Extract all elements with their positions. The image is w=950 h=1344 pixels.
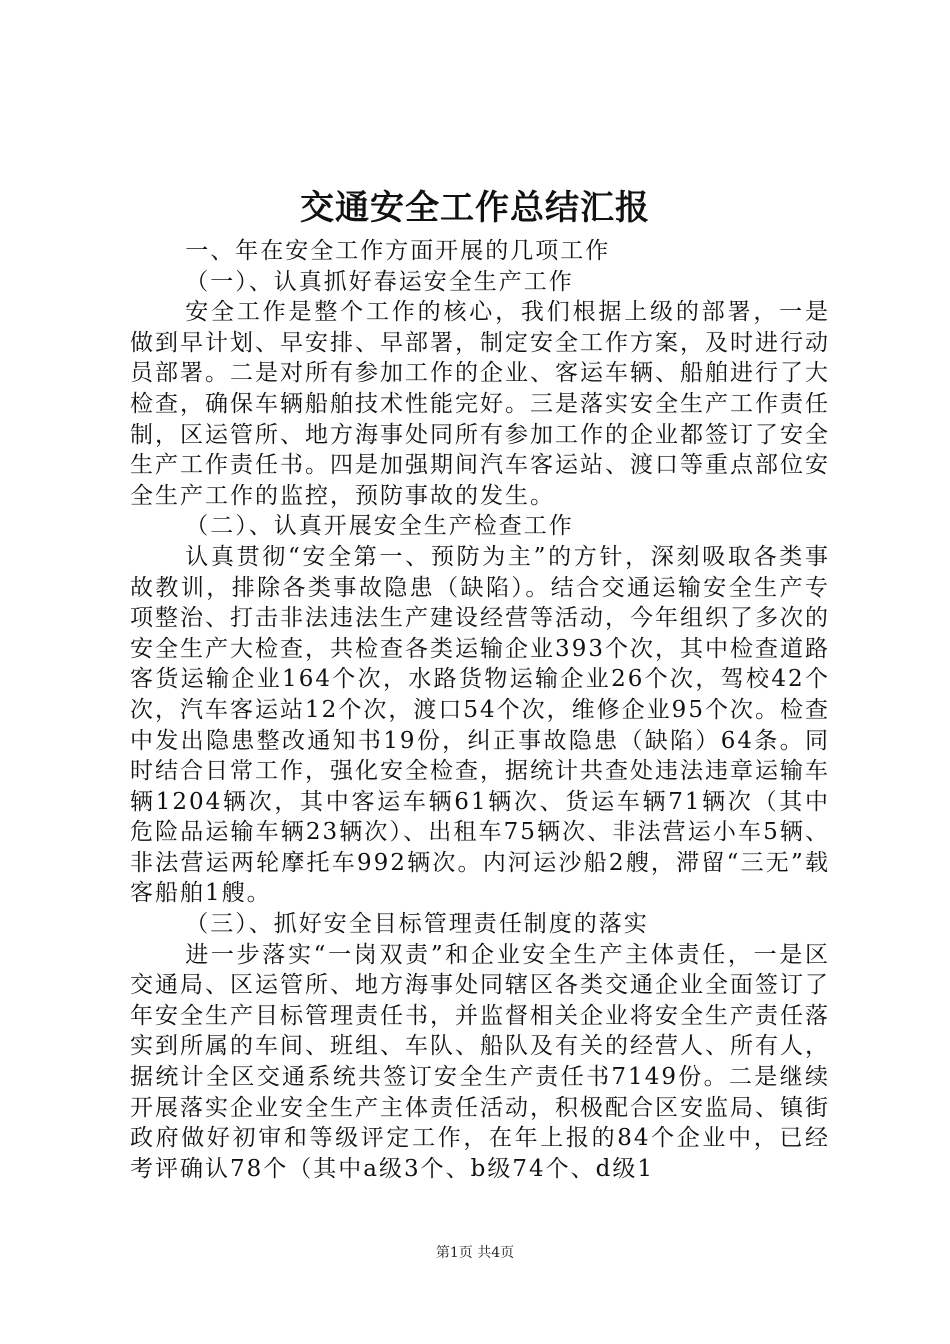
body-paragraph: 进一步落实“一岗双责”和企业安全生产主体责任，一是区交通局、区运管所、地方海事处同辖区各类交通企业全面签订了年安全生产目标管理责任书，并监督相关企业将安全生产责任落实到所属的车间、班组、车队、船队及有关的经营人、所有人，据统计全区交通系统共签订安全生产责任书7149份。二是继续开展落实企业安全生产主体责任活动，积极配合区安监局、镇街政府做好初审和等级评定工作，在年上报的84个企业中，已经考评确认78个（其中a级3个、b级74个、d级1: [130, 941, 830, 1182]
subsection-heading: （一）、认真抓好春运安全生产工作: [185, 268, 574, 295]
body-paragraph: 认真贯彻“安全第一、预防为主”的方针，深刻吸取各类事故教训，排除各类事故隐患（缺陷）。结合交通运输安全生产专项整治、打击非法违法生产建设经营等活动，今年组织了多次的安全生产大检查，共检查各类运输企业393个次，其中检查道路客货运输企业164个次，水路货物运输企业26个次，驾校42个次，汽车客运站12个次，渡口54个次，维修企业95个次。检查中发出隐患整改通知书19份，纠正事故隐患（缺陷）64条。同时结合日常工作，强化安全检查，据统计共查处违法违章运输车辆1204辆次，其中客运车辆61辆次、货运车辆71辆次（其中危险品运输车辆23辆次）、出租车75辆次、非法营运小车5辆、非法营运两轮摩托车992辆次。内河运沙船2艘，滞留“三无”载客船舶1艘。: [130, 543, 830, 907]
document-body: [130, 236, 830, 1184]
section-heading: 一、年在安全工作方面开展的几项工作: [185, 238, 611, 264]
subsection-heading: （二）、认真开展安全生产检查工作: [185, 513, 574, 540]
document-title: 交通安全工作总结汇报: [300, 188, 650, 228]
page-number-footer: 第1页 共4页: [435, 1245, 515, 1261]
body-paragraph: 安全工作是整个工作的核心，我们根据上级的部署，一是做到早计划、早安排、早部署，制定安全工作方案，及时进行动员部署。二是对所有参加工作的企业、客运车辆、船舶进行了大检查，确保车辆船舶技术性能完好。三是落实安全生产工作责任制，区运管所、地方海事处同所有参加工作的企业都签订了安全生产工作责任书。四是加强期间汽车客运站、渡口等重点部位安全生产工作的监控，预防事故的发生。: [130, 299, 830, 509]
subsection-heading: （三）、抓好安全目标管理责任制度的落实: [185, 911, 649, 938]
